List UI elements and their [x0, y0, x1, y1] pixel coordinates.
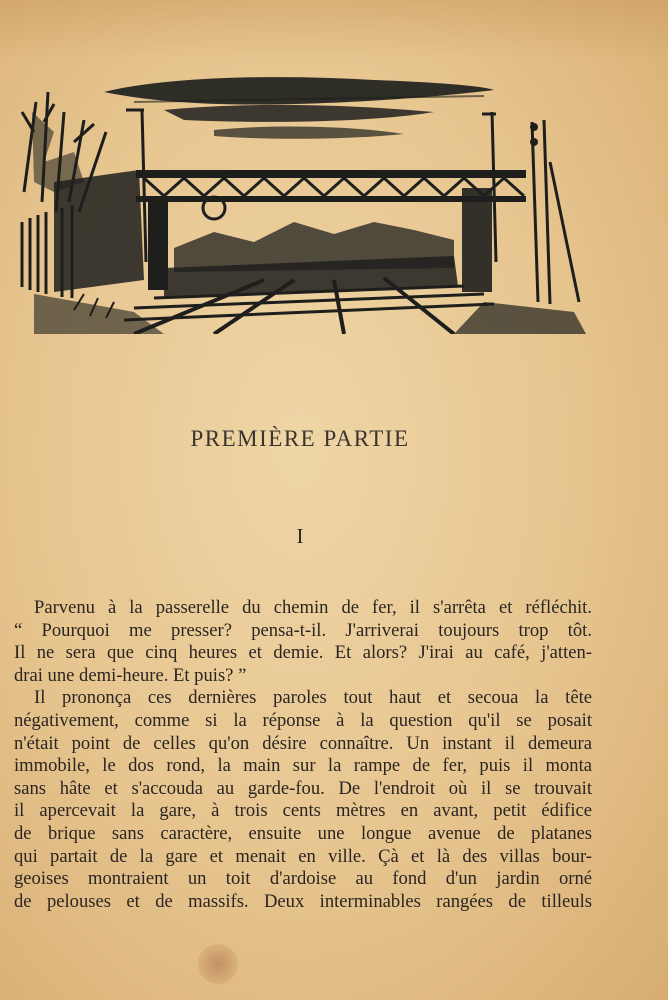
text-line: Il ne sera que cinq heures et demie. Et alors? J'irai au café, j'atten- [14, 642, 592, 664]
text-line: Parvenu à la passerelle du chemin de fer, il s'arrêta et réfléchit. [34, 597, 592, 618]
text-line: sans hâte et s'accouda au garde-fou. De l'endroit où il se trouvait [14, 777, 592, 799]
text-line: qui partait de la gare et menait en ville. Çà et là des villas bour- [14, 845, 592, 867]
chapter-number: I [296, 524, 304, 548]
part-title: PREMIÈRE PARTIE [190, 426, 410, 451]
text-line: il apercevait la gare, à trois cents mètres en avant, petit édifice [14, 800, 592, 822]
text-line: de pelouses et de massifs. Deux interminables rangées de tilleuls [14, 890, 592, 912]
text-line: drai une demi-heure. Et puis? ” [14, 664, 247, 686]
railway-footbridge-engraving [14, 72, 586, 334]
text-line: Il prononça ces dernières paroles tout haut et secoua la tête [34, 687, 592, 709]
paper-stain [0, 0, 668, 60]
text-line: “ Pourquoi me presser? pensa-t-il. J'arriverai toujours trop tôt. [14, 619, 592, 641]
text-line: négativement, comme si la réponse à la question qu'il se posait [14, 709, 592, 731]
text-line: de brique sans caractère, ensuite une longue avenue de platanes [14, 822, 592, 844]
text-line: n'était point de celles qu'on désire connaître. Un instant il demeura [14, 732, 592, 754]
text-line: immobile, le dos rond, la main sur la rampe de fer, puis il monta [14, 755, 592, 777]
paper-stain-spot [198, 944, 238, 984]
body-text [14, 597, 592, 913]
text-line: geoises montraient un toit d'ardoise au fond d'un jardin orné [14, 868, 592, 890]
